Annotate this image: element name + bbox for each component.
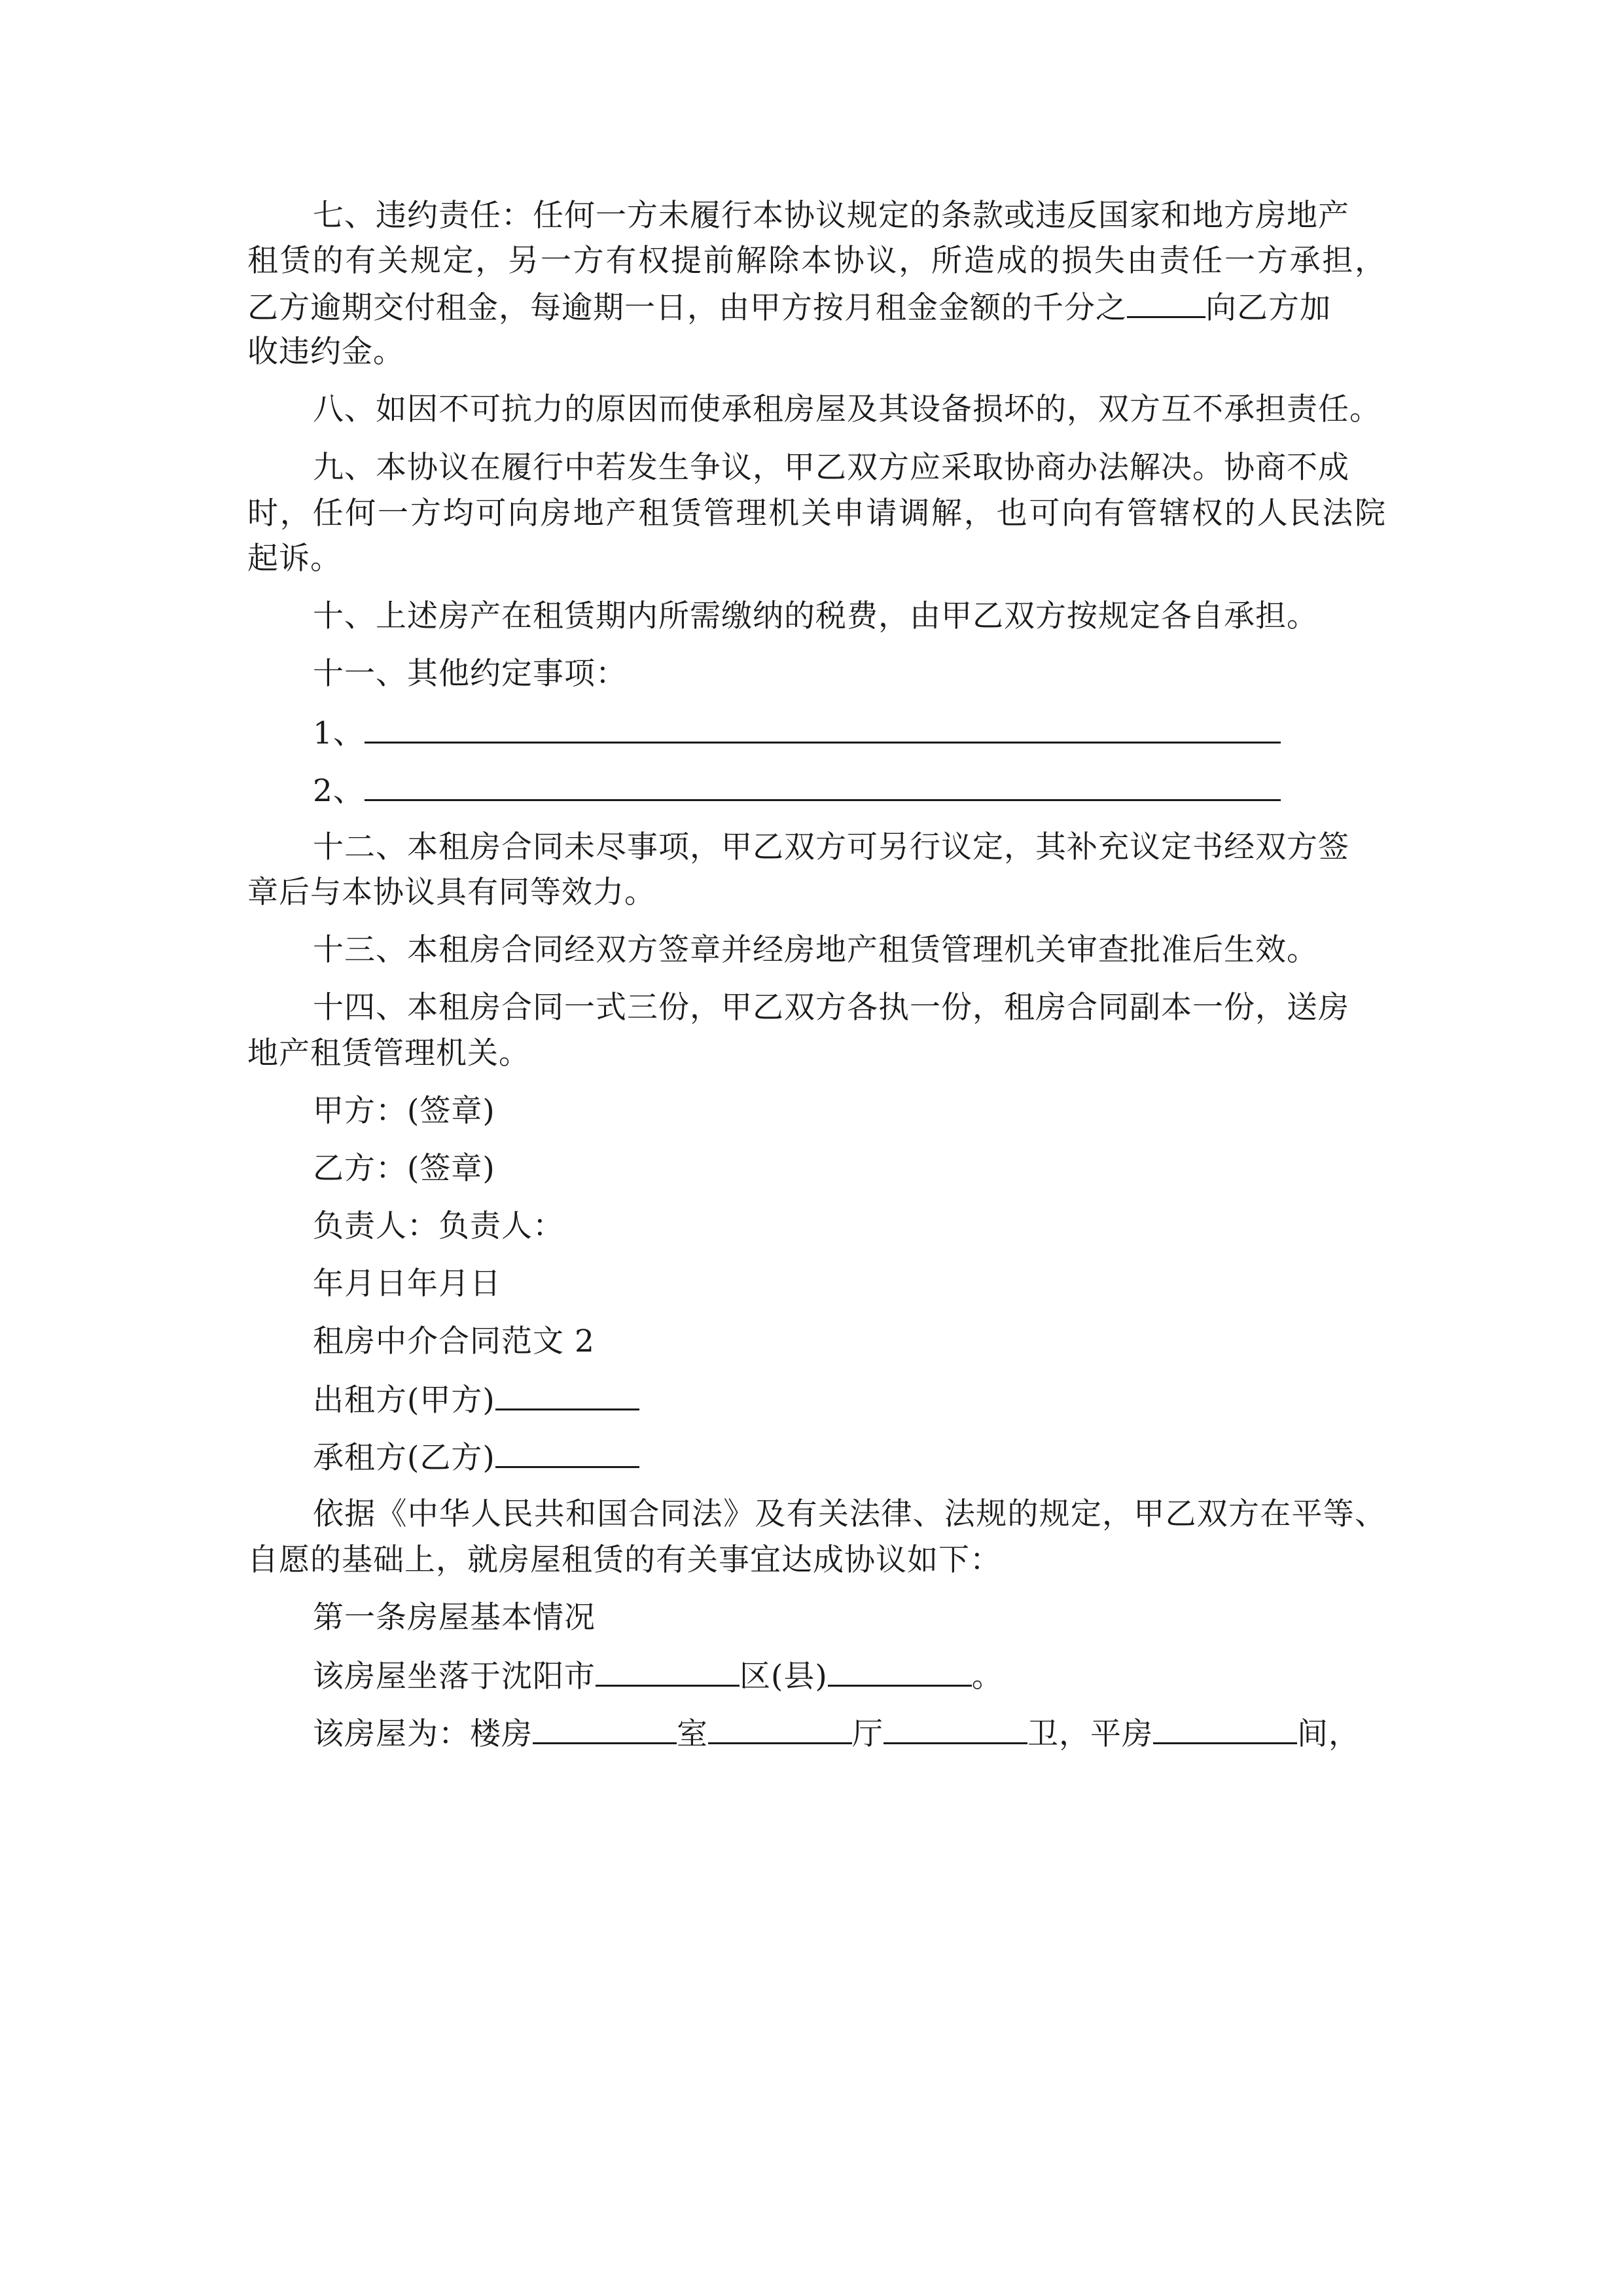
lessee-line (313, 1437, 639, 1477)
clause-9-line-2: 时，任何一方均可向房地产租赁管理机关申请调解，也可向有管辖权的人民法院 (247, 495, 1386, 531)
clause-10: 十、上述房产在租赁期内所需缴纳的税费，由甲乙双方按规定各自承担。 (313, 598, 1318, 634)
clause-12-line-2: 章后与本协议具有同等效力。 (247, 874, 656, 910)
bungalow-rooms-blank (1153, 1713, 1297, 1744)
clause-9-line-1: 九、本协议在履行中若发生争议，甲乙双方应采取协商办法解决。协商不成 (313, 450, 1349, 486)
clause-7-line-1: 七、违约责任：任何一方未履行本协议规定的条款或违反国家和地方房地产 (313, 198, 1349, 234)
clause-11-item-2-label: 2、 (313, 773, 365, 809)
signature-party-b: 乙方：(签章) (313, 1151, 495, 1187)
clause-11-item-2 (313, 770, 1281, 810)
clause-14-line-2: 地产租赁管理机关。 (247, 1035, 530, 1071)
county-blank (828, 1656, 972, 1687)
clause-11-item-1-label: 1、 (313, 715, 365, 751)
clause-8: 八、如因不可抗力的原因而使承租房屋及其设备损坏的，双方互不承担责任。 (313, 391, 1381, 427)
clause-11-item-1 (313, 713, 1281, 752)
article-1-title: 第一条房屋基本情况 (313, 1600, 596, 1636)
house-type-line (313, 1713, 1360, 1753)
house-type-text-d: 卫，平房 (1027, 1716, 1153, 1752)
clause-12-line-1: 十二、本租房合同未尽事项，甲乙双方可另行议定，其补充议定书经双方签 (313, 829, 1349, 865)
lessor-line (313, 1380, 639, 1419)
clause-11-item-2-blank (365, 770, 1281, 801)
clause-14-line-1: 十四、本租房合同一式三份，甲乙双方各执一份，租房合同副本一份，送房 (313, 990, 1349, 1026)
signature-responsible: 负责人：负责人： (313, 1208, 564, 1244)
clause-7-line-3-text-a: 乙方逾期交付租金，每逾期一日，由甲方按月租金金额的千分之 (247, 290, 1127, 326)
lessor-label: 出租方(甲方) (313, 1382, 495, 1418)
location-text-c: 。 (971, 1659, 1003, 1695)
lessee-blank (495, 1437, 639, 1468)
clause-13: 十三、本租房合同经双方签章并经房地产租赁管理机关审查批准后生效。 (313, 932, 1318, 968)
signature-party-a: 甲方：(签章) (313, 1093, 495, 1129)
location-text-b: 区(县) (740, 1659, 828, 1695)
location-line (313, 1656, 1003, 1695)
rooms-blank (533, 1713, 677, 1744)
district-blank (596, 1656, 740, 1687)
clause-7-line-3-text-b: 向乙方加 (1205, 290, 1331, 326)
signature-date: 年月日年月日 (313, 1266, 501, 1302)
penalty-rate-blank (1127, 287, 1205, 318)
contract-2-title: 租房中介合同范文 2 (313, 1323, 595, 1359)
house-type-text-a: 该房屋为：楼房 (313, 1716, 533, 1752)
intro-line-2: 自愿的基础上，就房屋租赁的有关事宜达成协议如下： (247, 1542, 1001, 1578)
halls-blank (708, 1713, 852, 1744)
lessor-blank (495, 1380, 639, 1410)
baths-blank (883, 1713, 1027, 1744)
clause-7-line-3 (247, 287, 1331, 327)
location-text-a: 该房屋坐落于沈阳市 (313, 1659, 596, 1695)
clause-11-title: 十一、其他约定事项： (313, 656, 627, 692)
intro-line-1: 依据《中华人民共和国合同法》及有关法律、法规的规定，甲乙双方在平等、 (313, 1496, 1386, 1532)
house-type-text-e: 间， (1297, 1716, 1360, 1752)
lessee-label: 承租方(乙方) (313, 1440, 495, 1476)
clause-7-line-4: 收违约金。 (247, 334, 404, 370)
clause-7-line-2: 租赁的有关规定，另一方有权提前解除本协议，所造成的损失由责任一方承担， (247, 243, 1386, 279)
house-type-text-b: 室 (677, 1716, 708, 1752)
house-type-text-c: 厅 (852, 1716, 883, 1752)
clause-11-item-1-blank (365, 713, 1281, 744)
clause-9-line-3: 起诉。 (247, 541, 342, 577)
